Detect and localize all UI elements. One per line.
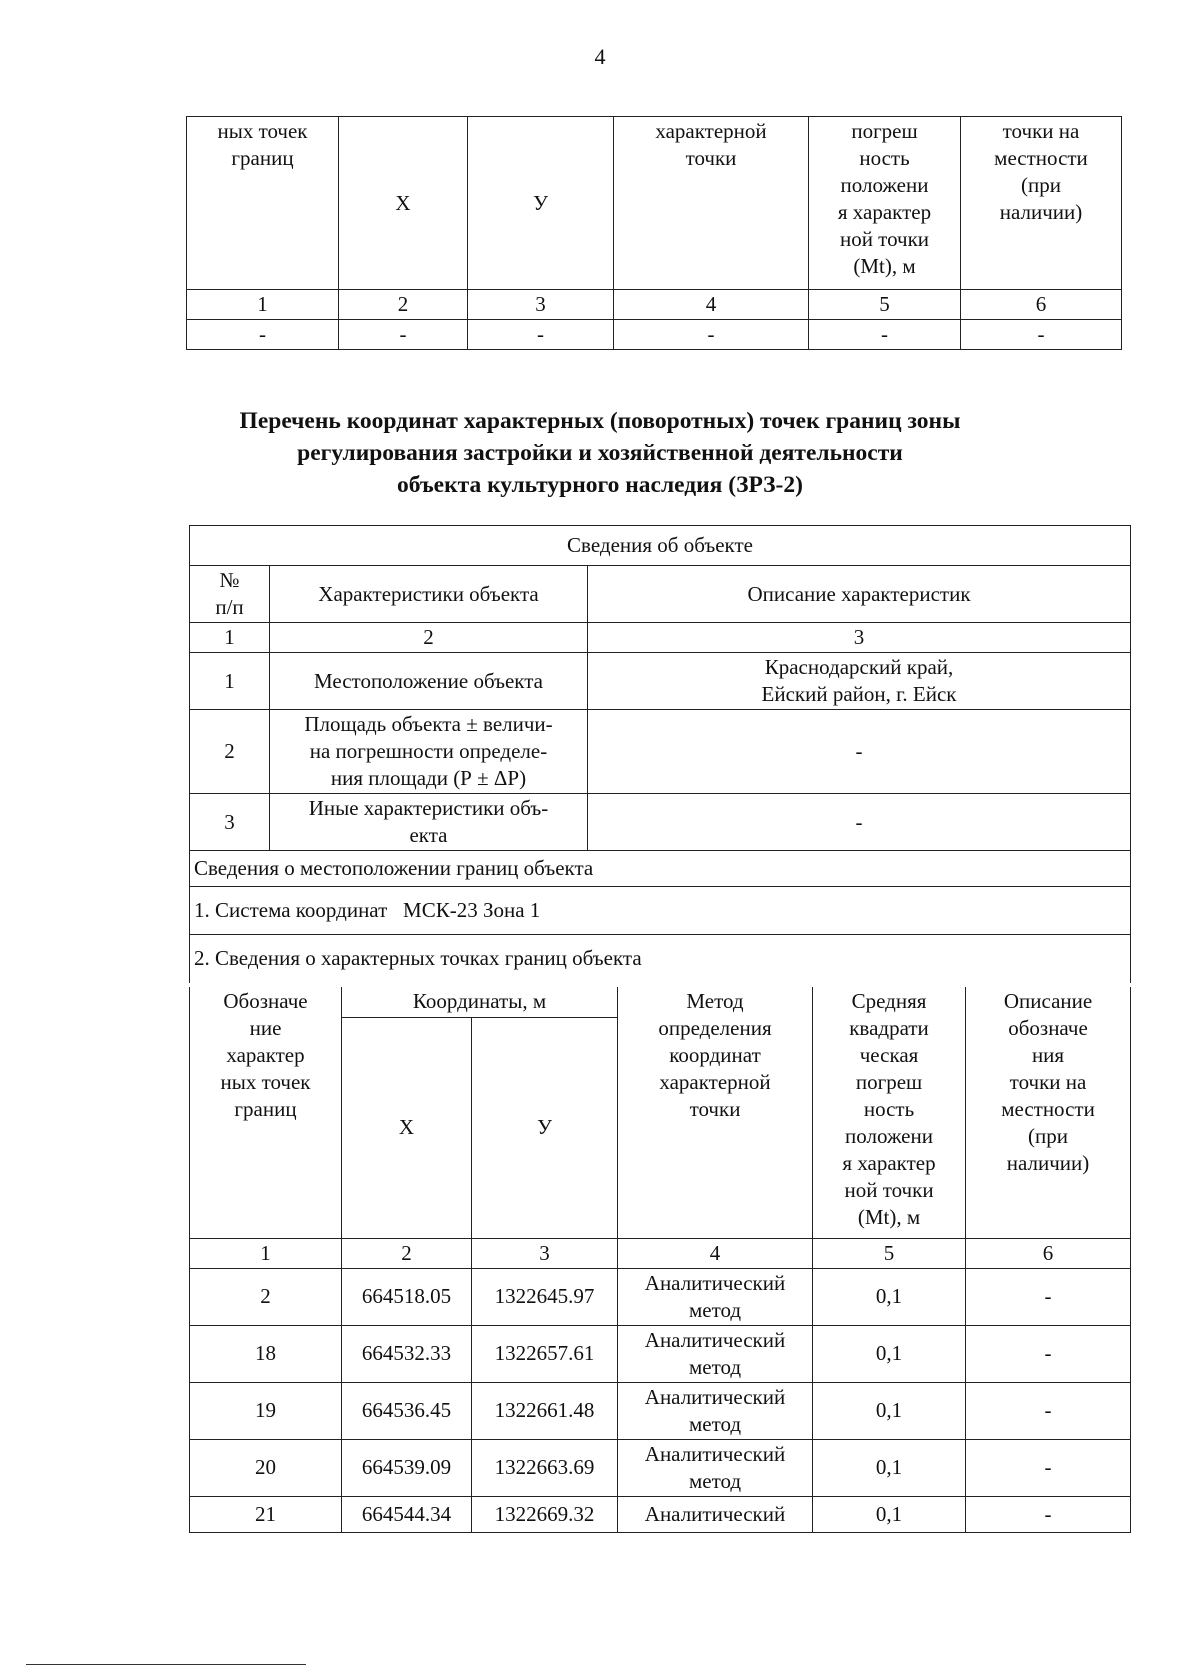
column-number: 3: [588, 623, 1131, 653]
point-error: 0,1: [813, 1325, 966, 1382]
column-number: 5: [813, 1238, 966, 1268]
point-x: 664536.45: [342, 1382, 472, 1439]
column-number: 6: [961, 290, 1122, 320]
header-x: Х: [342, 1017, 472, 1238]
header-point-designation: Обозначе ние характер ных точек границ: [190, 987, 342, 1238]
coordinate-system-label: 1. Система координат: [194, 898, 388, 922]
characteristic-value: -: [588, 794, 1131, 851]
point-y: 1322661.48: [472, 1382, 618, 1439]
object-info-table: [189, 525, 1131, 983]
point-y: 1322657.61: [472, 1325, 618, 1382]
coordinate-system-value: МСК-23 Зона 1: [403, 898, 541, 922]
table-row: [190, 794, 1131, 851]
boundary-section-row: [190, 851, 1131, 887]
header-method: Метод определения координат характерной точки: [618, 987, 813, 1238]
header-y: У: [468, 117, 614, 290]
table-row: [190, 653, 1131, 710]
header-x: Х: [339, 117, 468, 290]
column-number: 1: [190, 623, 270, 653]
table-row: [187, 320, 1122, 350]
point-id: 18: [190, 1325, 342, 1382]
column-number: 6: [966, 1238, 1131, 1268]
point-id: 19: [190, 1382, 342, 1439]
heading-line: Перечень координат характерных (поворотных) точек границ зоны: [239, 408, 961, 434]
boundary-section-title: Сведения о местоположении границ объекта: [190, 851, 1131, 887]
point-method: Аналитический метод: [618, 1325, 813, 1382]
column-numbers-row: [187, 290, 1122, 320]
characteristic-name: Площадь объекта ± величи- на погрешности определе- ния площади (Р ± ΔР): [270, 710, 588, 794]
point-id: 2: [190, 1268, 342, 1325]
coordinate-system: [190, 887, 1131, 935]
point-error: 0,1: [813, 1496, 966, 1532]
column-number: 4: [618, 1238, 813, 1268]
header-number: № п/п: [190, 566, 270, 623]
heading-line: объекта культурного наследия (ЗРЗ-2): [397, 472, 803, 498]
header-point-designation: ных точек границ: [187, 117, 339, 290]
footnote-divider: [26, 1664, 306, 1665]
point-y: 1322645.97: [472, 1268, 618, 1325]
table-header-row: [190, 987, 1131, 1017]
section-heading: [150, 405, 1050, 501]
characteristic-name: Иные характеристики объ- екта: [270, 794, 588, 851]
table-row: [190, 1268, 1131, 1325]
point-x: 664518.05: [342, 1268, 472, 1325]
header-description: Описание характеристик: [588, 566, 1131, 623]
column-numbers-row: [190, 1238, 1131, 1268]
column-number: 2: [339, 290, 468, 320]
column-number: 2: [342, 1238, 472, 1268]
point-id: 20: [190, 1439, 342, 1496]
points-title: 2. Сведения о характерных точках границ объекта: [190, 935, 1131, 983]
point-error: 0,1: [813, 1439, 966, 1496]
header-y: У: [472, 1017, 618, 1238]
row-number: 1: [190, 653, 270, 710]
table-cell: -: [809, 320, 961, 350]
object-info-title-row: [190, 526, 1131, 566]
table-cell: -: [187, 320, 339, 350]
column-number: 1: [190, 1238, 342, 1268]
table-header-row: [187, 117, 1122, 290]
header-error: погреш ность положени я характер ной точки (Mt), м: [809, 117, 961, 290]
point-description: -: [966, 1382, 1131, 1439]
row-number: 3: [190, 794, 270, 851]
point-x: 664539.09: [342, 1439, 472, 1496]
point-method: Аналитический: [618, 1496, 813, 1532]
point-y: 1322669.32: [472, 1496, 618, 1532]
table-row: [190, 1382, 1131, 1439]
points-title-row: [190, 935, 1131, 983]
point-method: Аналитический метод: [618, 1268, 813, 1325]
point-x: 664544.34: [342, 1496, 472, 1532]
table-cell: -: [961, 320, 1122, 350]
header-description: точки на местности (при наличии): [961, 117, 1122, 290]
column-number: 3: [472, 1238, 618, 1268]
point-method: Аналитический метод: [618, 1439, 813, 1496]
column-number: 3: [468, 290, 614, 320]
row-number: 2: [190, 710, 270, 794]
continued-coordinates-table: [186, 116, 1122, 350]
point-error: 0,1: [813, 1382, 966, 1439]
table-row: [190, 1325, 1131, 1382]
header-characteristic: Характеристики объекта: [270, 566, 588, 623]
characteristic-value: Краснодарский край, Ейский район, г. Ейск: [588, 653, 1131, 710]
coordinate-system-row: [190, 887, 1131, 935]
object-info-title: Сведения об объекте: [190, 526, 1131, 566]
table-row: [190, 710, 1131, 794]
table-cell: -: [468, 320, 614, 350]
column-number: 5: [809, 290, 961, 320]
characteristic-name: Местоположение объекта: [270, 653, 588, 710]
point-y: 1322663.69: [472, 1439, 618, 1496]
table-row: [190, 1496, 1131, 1532]
table-cell: -: [614, 320, 809, 350]
header-method: характерной точки: [614, 117, 809, 290]
table-header-row: [190, 566, 1131, 623]
point-error: 0,1: [813, 1268, 966, 1325]
point-description: -: [966, 1325, 1131, 1382]
point-method: Аналитический метод: [618, 1382, 813, 1439]
characteristic-value: -: [588, 710, 1131, 794]
point-description: -: [966, 1268, 1131, 1325]
point-x: 664532.33: [342, 1325, 472, 1382]
heading-line: регулирования застройки и хозяйственной деятельности: [297, 440, 903, 466]
column-number: 1: [187, 290, 339, 320]
table-cell: -: [339, 320, 468, 350]
column-number: 4: [614, 290, 809, 320]
point-id: 21: [190, 1496, 342, 1532]
point-description: -: [966, 1496, 1131, 1532]
header-description: Описание обозначе ния точки на местности (при наличии): [966, 987, 1131, 1238]
boundary-points-table: [189, 987, 1131, 1533]
column-numbers-row: [190, 623, 1131, 653]
column-number: 2: [270, 623, 588, 653]
table-row: [190, 1439, 1131, 1496]
point-description: -: [966, 1439, 1131, 1496]
header-error: Средняя квадрати ческая погреш ность положени я характер ной точки (Mt), м: [813, 987, 966, 1238]
page-number: 4: [594, 44, 606, 69]
header-coordinates: Координаты, м: [342, 987, 618, 1017]
